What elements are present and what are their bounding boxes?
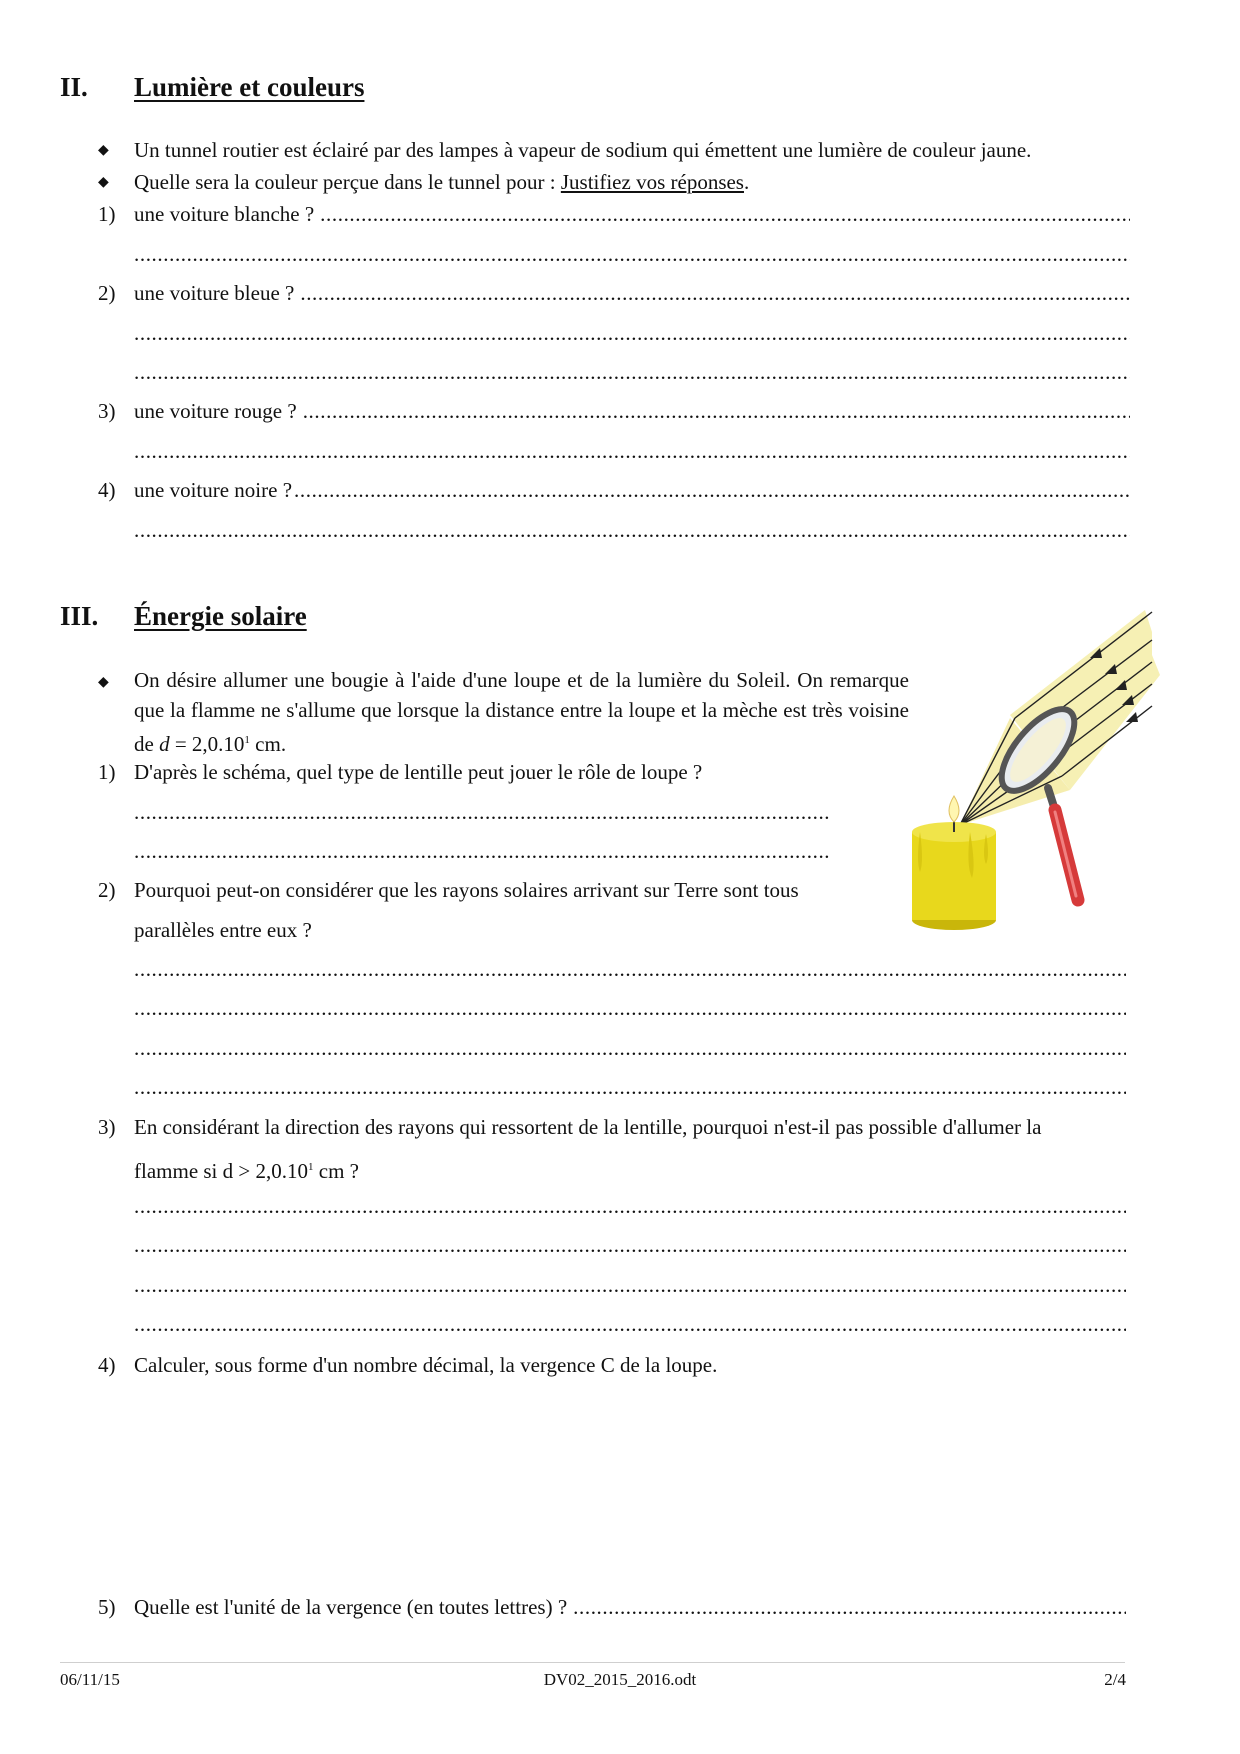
answer-line[interactable] — [134, 359, 1130, 385]
question-text: Pourquoi peut-on considérer que les rayons solaires arrivant sur Terre sont tous — [134, 878, 799, 902]
question-line: une voiture noire ? ..... — [134, 477, 1130, 503]
section-2-title: Lumière et couleurs — [134, 72, 365, 102]
answer-line[interactable] — [300, 280, 1130, 306]
question-number: 3) — [98, 1115, 116, 1139]
diamond-bullet-icon: ◆ — [98, 175, 109, 190]
answer-line[interactable] — [134, 1035, 1126, 1061]
answer-line[interactable] — [134, 799, 830, 825]
question-text: Calculer, sous forme d'un nombre décimal, la vergence C de la loupe. — [134, 1353, 718, 1377]
question-number: 3) — [98, 399, 116, 423]
flame — [949, 796, 959, 822]
answer-line[interactable] — [320, 201, 1130, 227]
answer-line[interactable] — [134, 995, 1126, 1021]
justify-instruction: Justifiez vos réponses — [560, 170, 744, 194]
question-number: 4) — [98, 1353, 116, 1377]
question-number: 2) — [98, 878, 116, 902]
answer-line[interactable] — [134, 1272, 1126, 1298]
section-2-intro: Un tunnel routier est éclairé par des lampes à vapeur de sodium qui émettent une lumière de couleur jaune. — [134, 138, 1032, 162]
answer-line[interactable] — [134, 1311, 1126, 1337]
question-text: flamme si $d > 2,0.10^1$ cm ? — [134, 1159, 359, 1183]
section-2-question-prompt: Quelle sera la couleur perçue dans le tunnel pour : Justifiez vos réponses. — [134, 170, 750, 194]
question-number: 1) — [98, 202, 116, 226]
candle-magnifier-illustration — [890, 600, 1160, 940]
answer-line[interactable] — [134, 1232, 1126, 1258]
question-number: 5) — [98, 1595, 116, 1619]
magnifier-handle — [1048, 788, 1078, 900]
footer-filename: DV02_2015_2016.odt — [543, 1670, 697, 1689]
question-number: 2) — [98, 281, 116, 305]
footer-divider — [60, 1662, 1125, 1663]
answer-line[interactable] — [134, 241, 1130, 267]
answer-line[interactable] — [303, 398, 1130, 424]
diamond-bullet-icon: ◆ — [98, 675, 109, 690]
question-text: En considérant la direction des rayons qui ressortent de la lentille, pourquoi n'est-il pas possible d'allumer la — [134, 1115, 1042, 1139]
answer-line[interactable] — [134, 956, 1126, 982]
answer-line[interactable] — [134, 1074, 1126, 1100]
question-number: 1) — [98, 760, 116, 784]
answer-line[interactable] — [134, 438, 1130, 464]
question-line: une voiture blanche ? ..... — [134, 201, 1130, 227]
question-text: D'après le schéma, quel type de lentille peut jouer le rôle de loupe ? — [134, 760, 703, 784]
question-line: une voiture bleue ? ..... — [134, 280, 1130, 306]
answer-line[interactable] — [294, 477, 1130, 503]
section-3-title: Énergie solaire — [134, 601, 307, 631]
diamond-bullet-icon: ◆ — [98, 143, 109, 158]
answer-line[interactable] — [134, 838, 830, 864]
question-number: 4) — [98, 478, 116, 502]
footer-page-number: 2/4 — [1104, 1670, 1126, 1689]
question-line: Quelle est l'unité de la vergence (en toutes lettres) ? ..... — [134, 1594, 1126, 1620]
answer-line[interactable] — [573, 1594, 1126, 1620]
section-3-number: III. — [60, 601, 99, 631]
footer-date: 06/11/15 — [60, 1670, 120, 1689]
answer-line[interactable] — [134, 517, 1130, 543]
calculation-space[interactable] — [134, 1390, 1126, 1580]
question-text: parallèles entre eux ? — [134, 918, 312, 942]
answer-line[interactable] — [134, 320, 1130, 346]
section-3-intro: On désire allumer une bougie à l'aide d'une loupe et de la lumière du Soleil. On remarque que la flamme ne s'allume que lorsque la distance entre la loupe et la mèche est très voisine de $d = 2,0.10^1$ cm. — [134, 668, 909, 756]
question-line: une voiture rouge ? ..... — [134, 398, 1130, 424]
section-2-number: II. — [60, 72, 88, 102]
answer-line[interactable] — [134, 1193, 1126, 1219]
